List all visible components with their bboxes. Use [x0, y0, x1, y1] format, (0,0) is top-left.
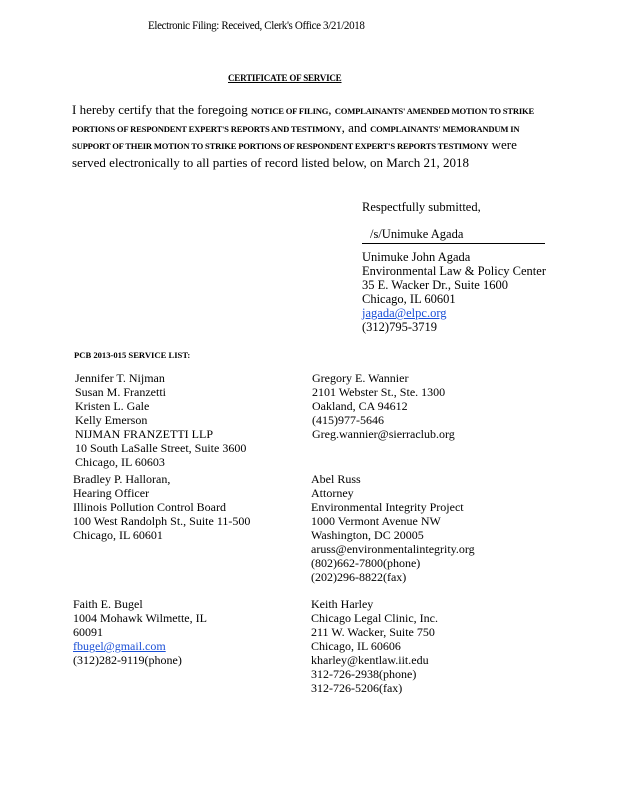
party-line: aruss@environmentalintegrity.org	[311, 542, 475, 556]
party-line: 60091	[73, 625, 103, 639]
signer-name: Unimuke John Agada	[362, 250, 471, 264]
party-harley	[311, 597, 438, 695]
party-line: NIJMAN FRANZETTI LLP	[75, 427, 213, 441]
para-sep-2: , and	[341, 119, 371, 135]
party-line: 211 W. Wacker, Suite 750	[311, 625, 435, 639]
party-line: Hearing Officer	[73, 486, 150, 500]
party-wannier	[312, 371, 455, 441]
party-line: 10 South LaSalle Street, Suite 3600	[75, 441, 247, 455]
filing-stamp-header: Electronic Filing: Received, Clerk's Office 3/21/2018	[148, 18, 365, 32]
amended-motion-title: COMPLAINANTS' AMENDED MOTION TO STRIKE PORTIONS OF RESPONDENT EXPERT'S REPORTS AND TESTIMONY	[72, 106, 535, 134]
signer-email-row	[362, 306, 447, 320]
party-line: 100 West Randolph St., Suite 11-500	[73, 514, 251, 528]
service-list-caption: PCB 2013-015 SERVICE LIST:	[74, 350, 191, 360]
party-line: Greg.wannier@sierraclub.org	[312, 427, 455, 441]
party-line: Kelly Emerson	[75, 413, 148, 427]
para-sep-1: ,	[328, 102, 335, 117]
party-line: 1004 Mohawk Wilmette, IL	[73, 611, 207, 625]
party-line: Oakland, CA 94612	[312, 399, 408, 413]
party-line: Chicago, IL 60603	[75, 455, 165, 469]
party-line: Illinois Pollution Control Board	[73, 500, 227, 514]
party-line: (312)282-9119(phone)	[73, 653, 182, 667]
party-line: Faith E. Bugel	[73, 597, 143, 611]
party-line: Bradley P. Halloran,	[73, 472, 171, 486]
signer-organization: Environmental Law & Policy Center	[362, 264, 546, 278]
memorandum-title: COMPLAINANTS' MEMORANDUM IN SUPPORT OF THEIR MOTION TO STRIKE PORTIONS OF RESPONDENT EXPERT'S REPORTS TESTIMONY	[72, 123, 520, 151]
party-line: Chicago, IL 60601	[73, 528, 163, 542]
bugel-email-link[interactable]: fbugel@gmail.com	[73, 639, 166, 653]
signer-address: 35 E. Wacker Dr., Suite 1600	[362, 278, 508, 292]
notice-of-filing-title: NOTICE OF FILING	[251, 106, 329, 116]
party-halloran	[73, 472, 250, 542]
party-line: 2101 Webster St., Ste. 1300	[312, 385, 446, 399]
party-line: Kristen L. Gale	[75, 399, 150, 413]
signature-line	[362, 243, 545, 244]
party-line: (802)662-7800(phone)	[311, 556, 421, 570]
party-nijman	[75, 371, 246, 469]
party-line: Keith Harley	[311, 597, 374, 611]
party-line: 1000 Vermont Avenue NW	[311, 514, 441, 528]
signer-email-link[interactable]: jagada@elpc.org	[362, 306, 447, 320]
party-line: Attorney	[311, 486, 354, 500]
party-line: 312-726-2938(phone)	[311, 667, 417, 681]
para-tail: were served electronically to all parties of record listed below, on March 21, 2018	[72, 137, 517, 170]
party-russ	[311, 472, 475, 584]
electronic-signature: /s/Unimuke Agada	[370, 227, 464, 241]
party-bugel	[73, 597, 207, 667]
signer-phone: (312)795-3719	[362, 320, 437, 334]
party-line: Environmental Integrity Project	[311, 500, 464, 514]
document-title: CERTIFICATE OF SERVICE	[228, 73, 342, 83]
party-line: Washington, DC 20005	[311, 528, 424, 542]
party-line: Susan M. Franzetti	[75, 385, 166, 399]
party-email-row	[73, 639, 207, 653]
para-lead: I hereby certify that the foregoing	[72, 102, 252, 117]
party-line: Chicago, IL 60606	[311, 639, 401, 653]
certification-paragraph	[72, 102, 548, 170]
party-line: Abel Russ	[311, 472, 361, 486]
party-line: Chicago Legal Clinic, Inc.	[311, 611, 438, 625]
party-line: 312-726-5206(fax)	[311, 681, 403, 695]
party-line: Jennifer T. Nijman	[75, 371, 165, 385]
party-line: kharley@kentlaw.iit.edu	[311, 653, 429, 667]
party-line: (202)296-8822(fax)	[311, 570, 407, 584]
party-line: (415)977-5646	[312, 413, 384, 427]
closing-phrase: Respectfully submitted,	[362, 200, 481, 214]
party-line: Gregory E. Wannier	[312, 371, 409, 385]
signer-city: Chicago, IL 60601	[362, 292, 456, 306]
